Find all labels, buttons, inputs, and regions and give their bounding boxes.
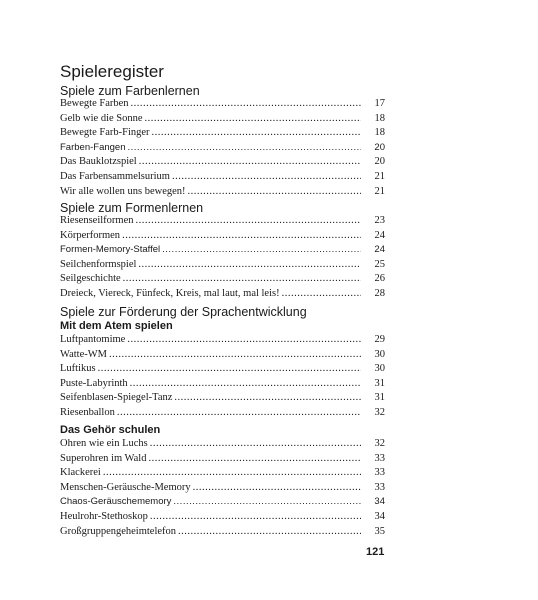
dot-leader <box>178 525 361 540</box>
entry-title: Großgruppengeheimtelefon <box>60 525 177 537</box>
list-item <box>60 362 385 377</box>
entry-title: Seilgeschichte <box>60 273 121 285</box>
entry-page: 17 <box>374 98 385 109</box>
entry-page: 34 <box>374 510 385 522</box>
dot-leader <box>150 510 361 525</box>
list-item <box>60 229 385 244</box>
list-item <box>60 466 385 481</box>
entry-page: 34 <box>374 496 385 508</box>
dot-leader <box>135 214 361 229</box>
entry-title: Wir alle wollen uns bewegen! <box>60 185 186 197</box>
entry-page: 23 <box>374 215 385 226</box>
list-item <box>60 406 385 421</box>
list-item <box>60 214 385 229</box>
list-item <box>60 452 385 467</box>
entry-title: Das Farbensammelsurium <box>60 170 170 182</box>
dot-leader <box>139 155 361 170</box>
list-item <box>60 333 385 348</box>
entry-title: Luftpantomime <box>60 334 126 345</box>
entry-page: 21 <box>374 170 385 182</box>
entry-title: Seifenblasen-Spiegel-Tanz <box>60 392 173 404</box>
dot-leader <box>145 112 361 127</box>
entry-page: 32 <box>374 438 385 449</box>
entry-page: 32 <box>374 406 385 418</box>
list-item <box>60 155 385 170</box>
entry-list-farbenlernen <box>60 97 385 199</box>
dot-leader <box>152 126 361 141</box>
dot-leader <box>173 495 361 510</box>
list-item <box>60 287 385 302</box>
entry-page: 33 <box>374 481 385 493</box>
entry-title: Farben-Fangen <box>60 141 126 153</box>
entry-page: 25 <box>374 258 385 270</box>
entry-title: Klackerei <box>60 467 101 479</box>
entry-title: Superohren im Wald <box>60 452 147 464</box>
entry-page: 24 <box>374 229 385 241</box>
dot-leader <box>130 377 361 392</box>
entry-page: 30 <box>374 363 385 375</box>
dot-leader <box>127 141 361 156</box>
entry-page: 18 <box>374 112 385 124</box>
entry-title: Heulrohr-Stethoskop <box>60 510 148 522</box>
entry-list-atem <box>60 333 385 421</box>
subsection-heading-gehoer: Das Gehör schulen <box>60 424 161 436</box>
list-item <box>60 525 385 540</box>
entry-title: Dreieck, Viereck, Fünfeck, Kreis, mal laut, mal leis! <box>60 287 280 299</box>
subsection-heading-atem: Mit dem Atem spielen <box>60 320 173 332</box>
entry-page: 35 <box>374 525 385 537</box>
list-item <box>60 170 385 185</box>
list-item <box>60 391 385 406</box>
entry-title: Luftikus <box>60 363 96 375</box>
list-item <box>60 377 385 392</box>
entry-title: Bewegte Farb-Finger <box>60 127 150 139</box>
entry-list-formenlernen <box>60 214 385 302</box>
entry-page: 29 <box>374 334 385 345</box>
entry-page: 26 <box>374 273 385 285</box>
entry-page: 31 <box>374 392 385 404</box>
entry-title: Menschen-Geräusche-Memory <box>60 481 191 493</box>
entry-page: 21 <box>374 185 385 197</box>
dot-leader <box>123 272 361 287</box>
list-item <box>60 348 385 363</box>
list-item <box>60 437 385 452</box>
page-number: 121 <box>366 546 385 558</box>
entry-title: Das Bauklotzspiel <box>60 156 137 168</box>
section-heading-formenlernen: Spiele zum Formenlernen <box>60 201 204 215</box>
dot-leader <box>172 170 361 185</box>
entry-page: 24 <box>374 244 385 256</box>
entry-page: 33 <box>374 452 385 464</box>
dot-leader <box>150 437 361 452</box>
dot-leader <box>282 287 361 302</box>
list-item <box>60 495 385 510</box>
dot-leader <box>148 452 361 467</box>
dot-leader <box>103 466 361 481</box>
entry-title: Chaos-Geräuschememory <box>60 496 172 508</box>
dot-leader <box>127 333 361 348</box>
list-item <box>60 481 385 496</box>
list-item <box>60 272 385 287</box>
entry-title: Seilchenformspiel <box>60 258 137 270</box>
dot-leader <box>122 229 361 244</box>
list-item <box>60 97 385 112</box>
dot-leader <box>98 362 361 377</box>
entry-page: 18 <box>374 127 385 139</box>
list-item <box>60 141 385 156</box>
entry-page: 33 <box>374 467 385 479</box>
dot-leader <box>117 406 361 421</box>
dot-leader <box>109 348 361 363</box>
entry-title: Gelb wie die Sonne <box>60 112 143 124</box>
list-item <box>60 112 385 127</box>
entry-page: 30 <box>374 348 385 360</box>
dot-leader <box>138 258 361 273</box>
section-heading-farbenlernen: Spiele zum Farbenlernen <box>60 84 200 98</box>
list-item <box>60 126 385 141</box>
dot-leader <box>162 243 361 258</box>
entry-page: 20 <box>374 156 385 168</box>
entry-title: Riesenballon <box>60 406 115 418</box>
entry-title: Körperformen <box>60 229 121 241</box>
entry-title: Bewegte Farben <box>60 98 129 109</box>
entry-page: 28 <box>374 287 385 299</box>
entry-page: 20 <box>374 141 385 153</box>
list-item <box>60 510 385 525</box>
list-item <box>60 258 385 273</box>
list-item <box>60 185 385 200</box>
entry-title: Puste-Labyrinth <box>60 377 128 389</box>
entry-page: 31 <box>374 377 385 389</box>
dot-leader <box>174 391 361 406</box>
dot-leader <box>131 97 361 112</box>
page-title: Spieleregister <box>60 62 164 81</box>
dot-leader <box>188 185 361 200</box>
entry-list-gehoer <box>60 437 385 539</box>
entry-title: Riesenseilformen <box>60 215 134 226</box>
section-heading-sprachentwicklung: Spiele zur Förderung der Sprachentwicklung <box>60 305 307 319</box>
entry-title: Watte-WM <box>60 348 107 360</box>
list-item <box>60 243 385 258</box>
dot-leader <box>193 481 361 496</box>
entry-title: Ohren wie ein Luchs <box>60 438 148 449</box>
entry-title: Formen-Memory-Staffel <box>60 244 161 256</box>
